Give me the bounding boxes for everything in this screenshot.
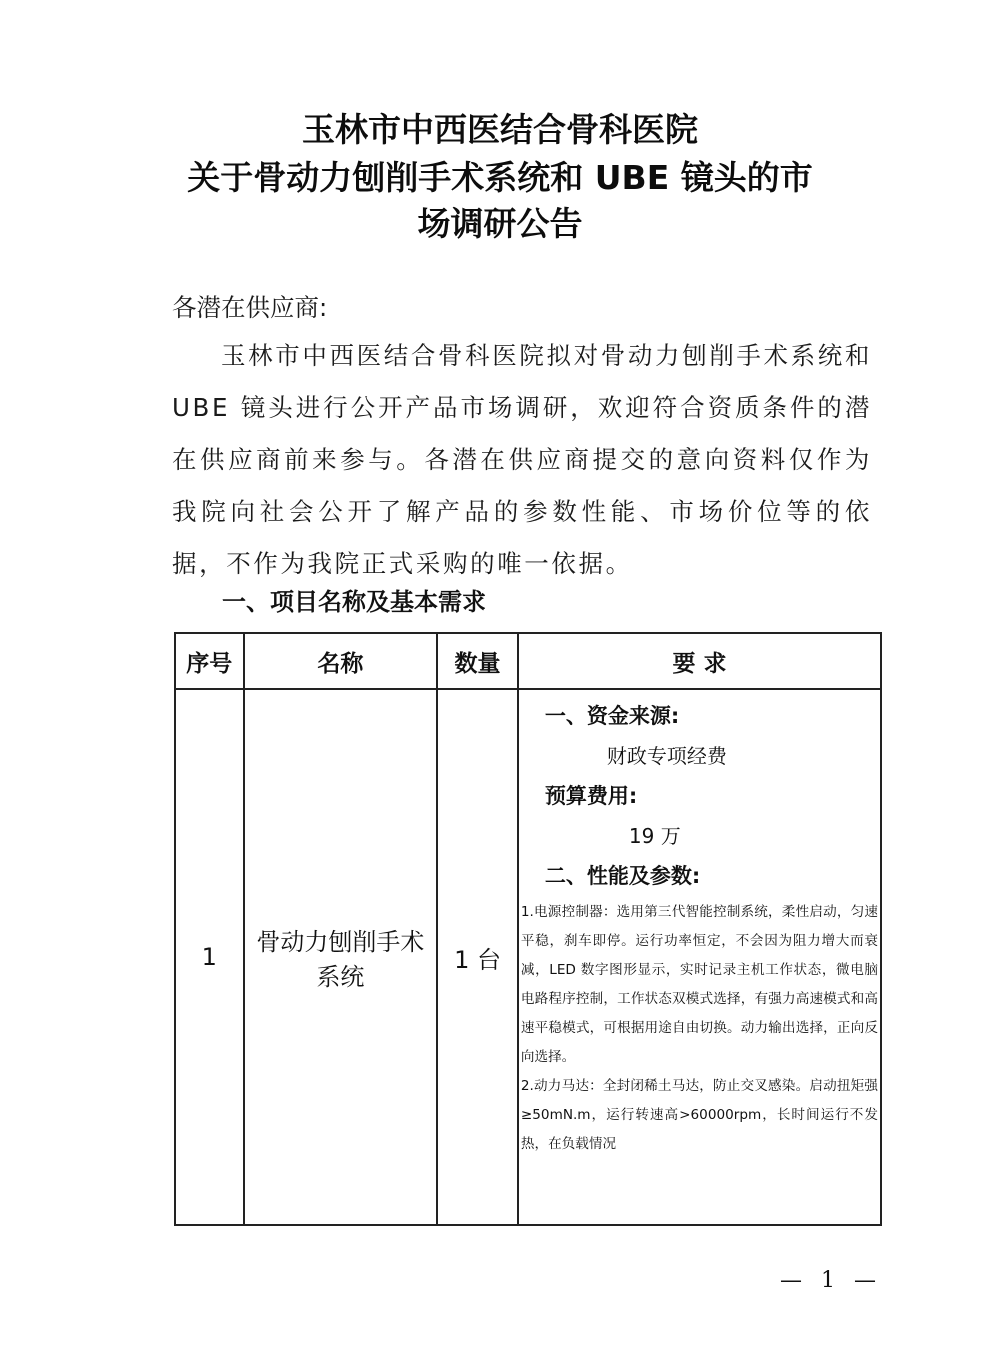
- cell-name: 骨动力刨削手术系统: [244, 689, 438, 1225]
- header-requirements: 要 求: [518, 633, 881, 689]
- budget-label: 预算费用:: [544, 784, 638, 808]
- budget-value: 19 万: [628, 824, 681, 848]
- document-title-line-1: 玉林市中西医结合骨科医院: [302, 110, 698, 149]
- funding-value: 财政专项经费: [606, 744, 727, 768]
- requirements-table: [174, 632, 882, 1226]
- header-index: 序号: [175, 633, 244, 689]
- salutation: 各潜在供应商:: [172, 293, 328, 322]
- page-number: — 1 —: [780, 1268, 882, 1293]
- specs-label: 二、性能及参数:: [544, 864, 701, 888]
- spec-list: [519, 896, 880, 1159]
- body-paragraph: 玉林市中西医结合骨科医院拟对骨动力刨削手术系统和 UBE 镜头进行公开产品市场调研，欢迎符合资质条件的潜在供应商前来参与。各潜在供应商提交的意向资料仅作为我院向社会公开了解产品的参数性能、市场价位等的依据，不作为我院正式采购的唯一依据。: [172, 341, 872, 578]
- cell-index: 1: [175, 689, 244, 1225]
- header-quantity: 数量: [437, 633, 518, 689]
- cell-quantity: 1 台: [437, 689, 518, 1225]
- spec-item-2: 2.动力马达：全封闭稀土马达，防止交叉感染。启动扭矩强 ≥50mN.m，运行转速高>60000rpm，长时间运行不发热，在负载情况: [520, 1078, 878, 1152]
- section-heading: 一、项目名称及基本需求: [222, 588, 486, 616]
- header-name: 名称: [244, 633, 438, 689]
- document-title-line-2: 关于骨动力刨削手术系统和 UBE 镜头的市: [187, 158, 813, 197]
- spec-item-1: 1.电源控制器：选用第三代智能控制系统，柔性启动，匀速平稳，刹车即停。运行功率恒定，不会因为阻力增大而衰减，LED 数字图形显示，实时记录主机工作状态，微电脑电路程序控制，工作状态双模式选择，有强力高速模式和高速平稳模式，可根据用途自由切换。动力输出选择，正向反向选择。: [520, 904, 878, 1065]
- table-row: [175, 689, 881, 1225]
- table-header-row: [175, 633, 881, 689]
- document-title-line-3: 场调研公告: [417, 204, 583, 243]
- cell-requirements: [518, 689, 881, 1225]
- funding-label: 一、资金来源:: [544, 704, 680, 728]
